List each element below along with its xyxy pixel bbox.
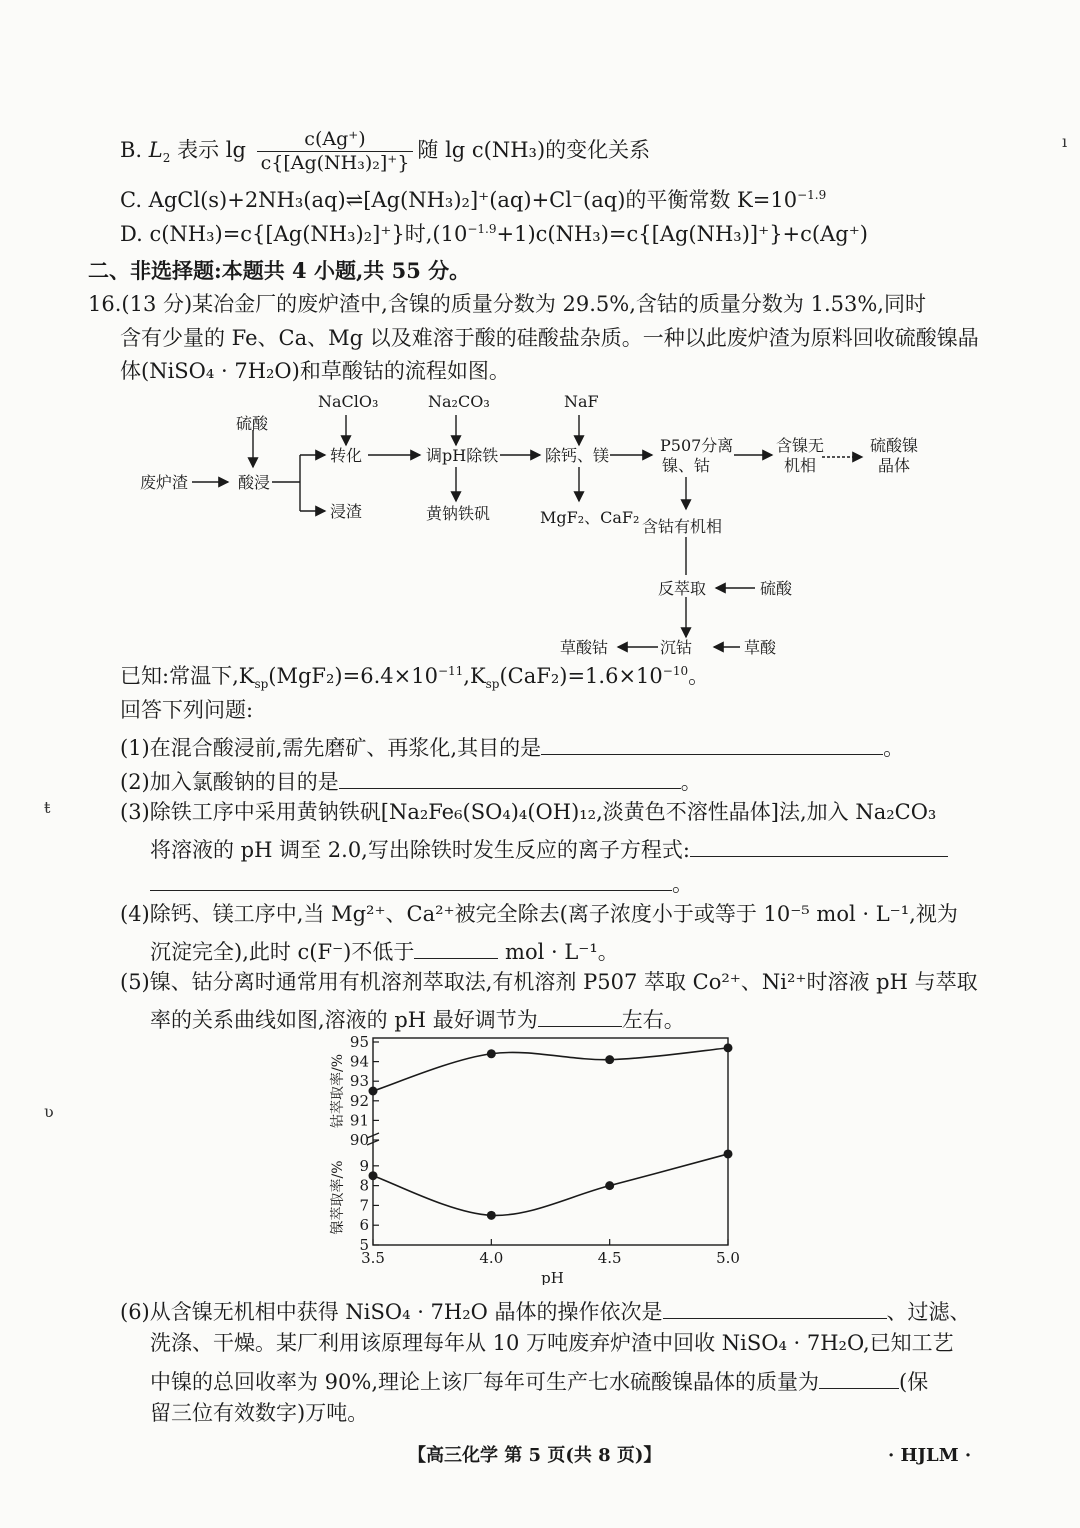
answer-blank-2[interactable] xyxy=(339,766,681,789)
question-3-text: 将溶液的 pH 调至 2.0,写出除铁时发生反应的离子方程式: xyxy=(150,838,690,863)
option-b-l: L xyxy=(148,137,163,162)
nickel-data-point xyxy=(605,1181,614,1190)
flow-precip-co: 沉钴 xyxy=(660,638,693,657)
y-tick-label: 8 xyxy=(359,1176,369,1195)
question-2-text: (2)加入氯酸钠的目的是 xyxy=(120,770,339,795)
y-tick-label: 9 xyxy=(359,1156,369,1175)
y-tick-label: 95 xyxy=(349,1033,369,1051)
ksp-exp-1: −11 xyxy=(437,664,464,678)
question-6-line3 xyxy=(150,1366,928,1395)
flow-fluorides: MgF₂、CaF₂ xyxy=(540,508,640,527)
nickel-data-point xyxy=(369,1171,378,1180)
question-5-line2 xyxy=(150,1004,685,1033)
cobalt-data-point xyxy=(369,1087,378,1096)
known-constants xyxy=(120,664,709,692)
question-6-text: (6)从含镍无机相中获得 NiSO₄ · 7H₂O 晶体的操作依次是 xyxy=(120,1300,663,1325)
flow-niso4-line1: 硫酸镍 xyxy=(870,436,919,455)
question-5-text: 率的关系曲线如图,溶液的 pH 最好调节为 xyxy=(150,1008,538,1033)
flow-sulfuric-acid-top: 硫酸 xyxy=(236,414,269,433)
flow-p507-line1: P507分离 xyxy=(660,436,734,455)
option-b xyxy=(120,128,650,175)
ksp-mgf2: (MgF₂)=6.4×10 xyxy=(268,664,438,688)
fraction-denominator: c{[Ag(NH₃)₂]⁺} xyxy=(260,151,410,174)
question-6-text-b: 、过滤、 xyxy=(886,1300,971,1325)
option-b-fraction xyxy=(257,128,414,175)
y-tick-label: 6 xyxy=(359,1216,369,1235)
question-3-line1: (3)除铁工序中采用黄钠铁矾[Na₂Fe₆(SO₄)₄(OH)₁₂,淡黄色不溶性晶体]法,加入 Na₂CO₃ xyxy=(120,800,937,824)
question-1-end: 。 xyxy=(883,736,905,761)
nickel-data-point xyxy=(724,1149,733,1158)
footer-page-info: 【高三化学 第 5 页(共 8 页)】 xyxy=(408,1445,662,1466)
answer-blank-6b[interactable] xyxy=(819,1366,899,1389)
flow-slag: 废炉渣 xyxy=(140,473,189,492)
answer-blank-4[interactable] xyxy=(414,936,498,959)
extraction-rate-chart xyxy=(310,1030,750,1285)
section-heading: 二、非选择题:本题共 4 小题,共 55 分。 xyxy=(88,258,471,283)
flow-oxalic: 草酸 xyxy=(744,638,777,657)
scan-mark-2: ŧ xyxy=(44,798,51,817)
flow-remove-ca-mg: 除钙、镁 xyxy=(545,446,610,465)
question-2 xyxy=(120,766,702,795)
flow-jarosite: 黄钠铁矾 xyxy=(426,504,491,523)
process-flow-diagram xyxy=(120,385,940,665)
question-6-line4: 留三位有效数字)万吨。 xyxy=(150,1401,369,1425)
y-tick-label: 92 xyxy=(349,1091,369,1110)
option-c-exponent: −1.9 xyxy=(797,188,827,202)
flow-naclo3: NaClO₃ xyxy=(318,392,379,411)
nickel-axis-title: 镍萃取率/% xyxy=(330,1160,346,1235)
answer-prompt: 回答下列问题: xyxy=(120,698,254,722)
question-4-text: 沉淀完全),此时 c(F⁻)不低于 xyxy=(150,940,415,965)
question-2-end: 。 xyxy=(680,770,702,795)
option-b-label: B. xyxy=(120,137,149,162)
y-tick-label: 7 xyxy=(359,1196,369,1215)
question-4-line2 xyxy=(150,936,619,965)
ksp-sub-1: sp xyxy=(254,677,269,692)
option-d xyxy=(120,222,868,247)
flow-naf: NaF xyxy=(564,392,599,411)
ksp-exp-2: −10 xyxy=(662,664,689,678)
option-b-tail: 随 lg c(NH₃)的变化关系 xyxy=(417,137,651,162)
question-4-unit: mol · L⁻¹。 xyxy=(505,940,619,965)
footer-code: · HJLM · xyxy=(888,1445,972,1466)
question-3-line2 xyxy=(150,834,948,863)
answer-blank-3a[interactable] xyxy=(690,834,948,857)
flow-convert: 转化 xyxy=(330,446,363,465)
y-tick-label: 5 xyxy=(359,1236,369,1254)
option-d-tail: +1)c(NH₃)=c{[Ag(NH₃)]⁺}+c(Ag⁺) xyxy=(496,222,868,246)
question-1 xyxy=(120,732,904,761)
flow-co-organic: 含钴有机相 xyxy=(642,517,723,536)
nickel-data-point xyxy=(487,1211,496,1220)
question-6-text-d: (保 xyxy=(899,1370,929,1395)
ksp-sub-2: sp xyxy=(485,677,500,692)
flow-acid-leach: 酸浸 xyxy=(238,473,271,492)
known-prefix: 已知:常温下,K xyxy=(120,664,255,688)
flow-ni-inorganic-line1: 含镍无 xyxy=(776,436,825,455)
answer-blank-3b[interactable] xyxy=(150,868,672,891)
question-3-end: 。 xyxy=(672,872,693,897)
y-tick-label: 91 xyxy=(349,1111,369,1130)
flow-na2co3: Na₂CO₃ xyxy=(428,392,490,411)
question-6-line2: 洗涤、干燥。某厂利用该原理每年从 10 万吨废弃炉渣中回收 NiSO₄ · 7H₂O,已知工艺 xyxy=(150,1331,954,1355)
nickel-curve xyxy=(373,1154,728,1215)
flow-co-oxalate: 草酸钴 xyxy=(560,638,609,657)
option-b-text: 表示 lg xyxy=(170,137,246,162)
x-tick-label: 5.0 xyxy=(716,1249,740,1267)
question-6-text-c: 中镍的总回收率为 90%,理论上该厂每年可生产七水硫酸镍晶体的质量为 xyxy=(150,1370,820,1395)
answer-blank-5[interactable] xyxy=(538,1004,622,1027)
y-tick-label: 94 xyxy=(349,1052,369,1071)
known-end: 。 xyxy=(688,664,710,688)
scan-mark-1: ı xyxy=(1062,132,1068,151)
answer-blank-1[interactable] xyxy=(541,732,883,755)
flow-residue: 浸渣 xyxy=(330,502,363,521)
option-c-text: C. AgCl(s)+2NH₃(aq)⇌[Ag(NH₃)₂]⁺(aq)+Cl⁻(aq)的平衡常数 K=10 xyxy=(120,188,798,212)
cobalt-data-point xyxy=(724,1043,733,1052)
y-tick-label: 93 xyxy=(349,1072,369,1091)
question-6-line1 xyxy=(120,1296,971,1325)
flow-ni-inorganic-line2: 机相 xyxy=(784,456,817,475)
scan-mark-3: ʋ xyxy=(44,1102,54,1121)
cobalt-data-point xyxy=(605,1055,614,1064)
question-1-text: (1)在混合酸浸前,需先磨矿、再浆化,其目的是 xyxy=(120,736,542,761)
x-tick-label: 4.0 xyxy=(479,1249,504,1267)
cobalt-curve xyxy=(373,1048,728,1091)
option-b-l-sub: 2 xyxy=(162,150,171,165)
y-tick-label: 90 xyxy=(349,1131,369,1149)
flow-p507-line2: 镍、钴 xyxy=(662,456,711,475)
q16-line2: 含有少量的 Fe、Ca、Mg 以及难溶于酸的硅酸盐杂质。一种以此废炉渣为原料回收硫酸镍晶 xyxy=(120,326,979,350)
fraction-numerator: c(Ag⁺) xyxy=(257,128,414,152)
option-d-text: D. c(NH₃)=c{[Ag(NH₃)₂]⁺}时,(10 xyxy=(120,222,468,246)
x-tick-label: 4.5 xyxy=(597,1249,622,1267)
q16-line1: 16.(13 分)某冶金厂的废炉渣中,含镍的质量分数为 29.5%,含钴的质量分数为 1.53%,同时 xyxy=(88,292,926,316)
q16-line3: 体(NiSO₄ · 7H₂O)和草酸钴的流程如图。 xyxy=(120,359,510,383)
question-3-line3 xyxy=(150,868,693,897)
option-c xyxy=(120,188,826,213)
x-tick-label: 3.5 xyxy=(361,1249,385,1267)
flow-back-extract: 反萃取 xyxy=(658,579,707,598)
ksp-caf2: (CaF₂)=1.6×10 xyxy=(499,664,663,688)
known-sep: ,K xyxy=(463,664,486,688)
cobalt-axis-title: 钴萃取率/% xyxy=(330,1053,346,1129)
x-axis-title: pH xyxy=(541,1269,564,1285)
option-d-exponent: −1.9 xyxy=(467,222,497,236)
flow-niso4-line2: 晶体 xyxy=(878,456,911,475)
answer-blank-6a[interactable] xyxy=(663,1296,887,1319)
question-5-end: 左右。 xyxy=(621,1008,685,1033)
question-4-line1: (4)除钙、镁工序中,当 Mg²⁺、Ca²⁺被完全除去(离子浓度小于或等于 10⁻⁵ mol · L⁻¹,视为 xyxy=(120,902,958,926)
question-5-line1: (5)镍、钴分离时通常用有机溶剂萃取法,有机溶剂 P507 萃取 Co²⁺、Ni²⁺时溶液 pH 与萃取 xyxy=(120,970,978,994)
flow-sulfuric-acid-2: 硫酸 xyxy=(760,579,793,598)
flow-adjust-ph: 调pH除铁 xyxy=(426,446,499,465)
cobalt-data-point xyxy=(487,1049,496,1058)
